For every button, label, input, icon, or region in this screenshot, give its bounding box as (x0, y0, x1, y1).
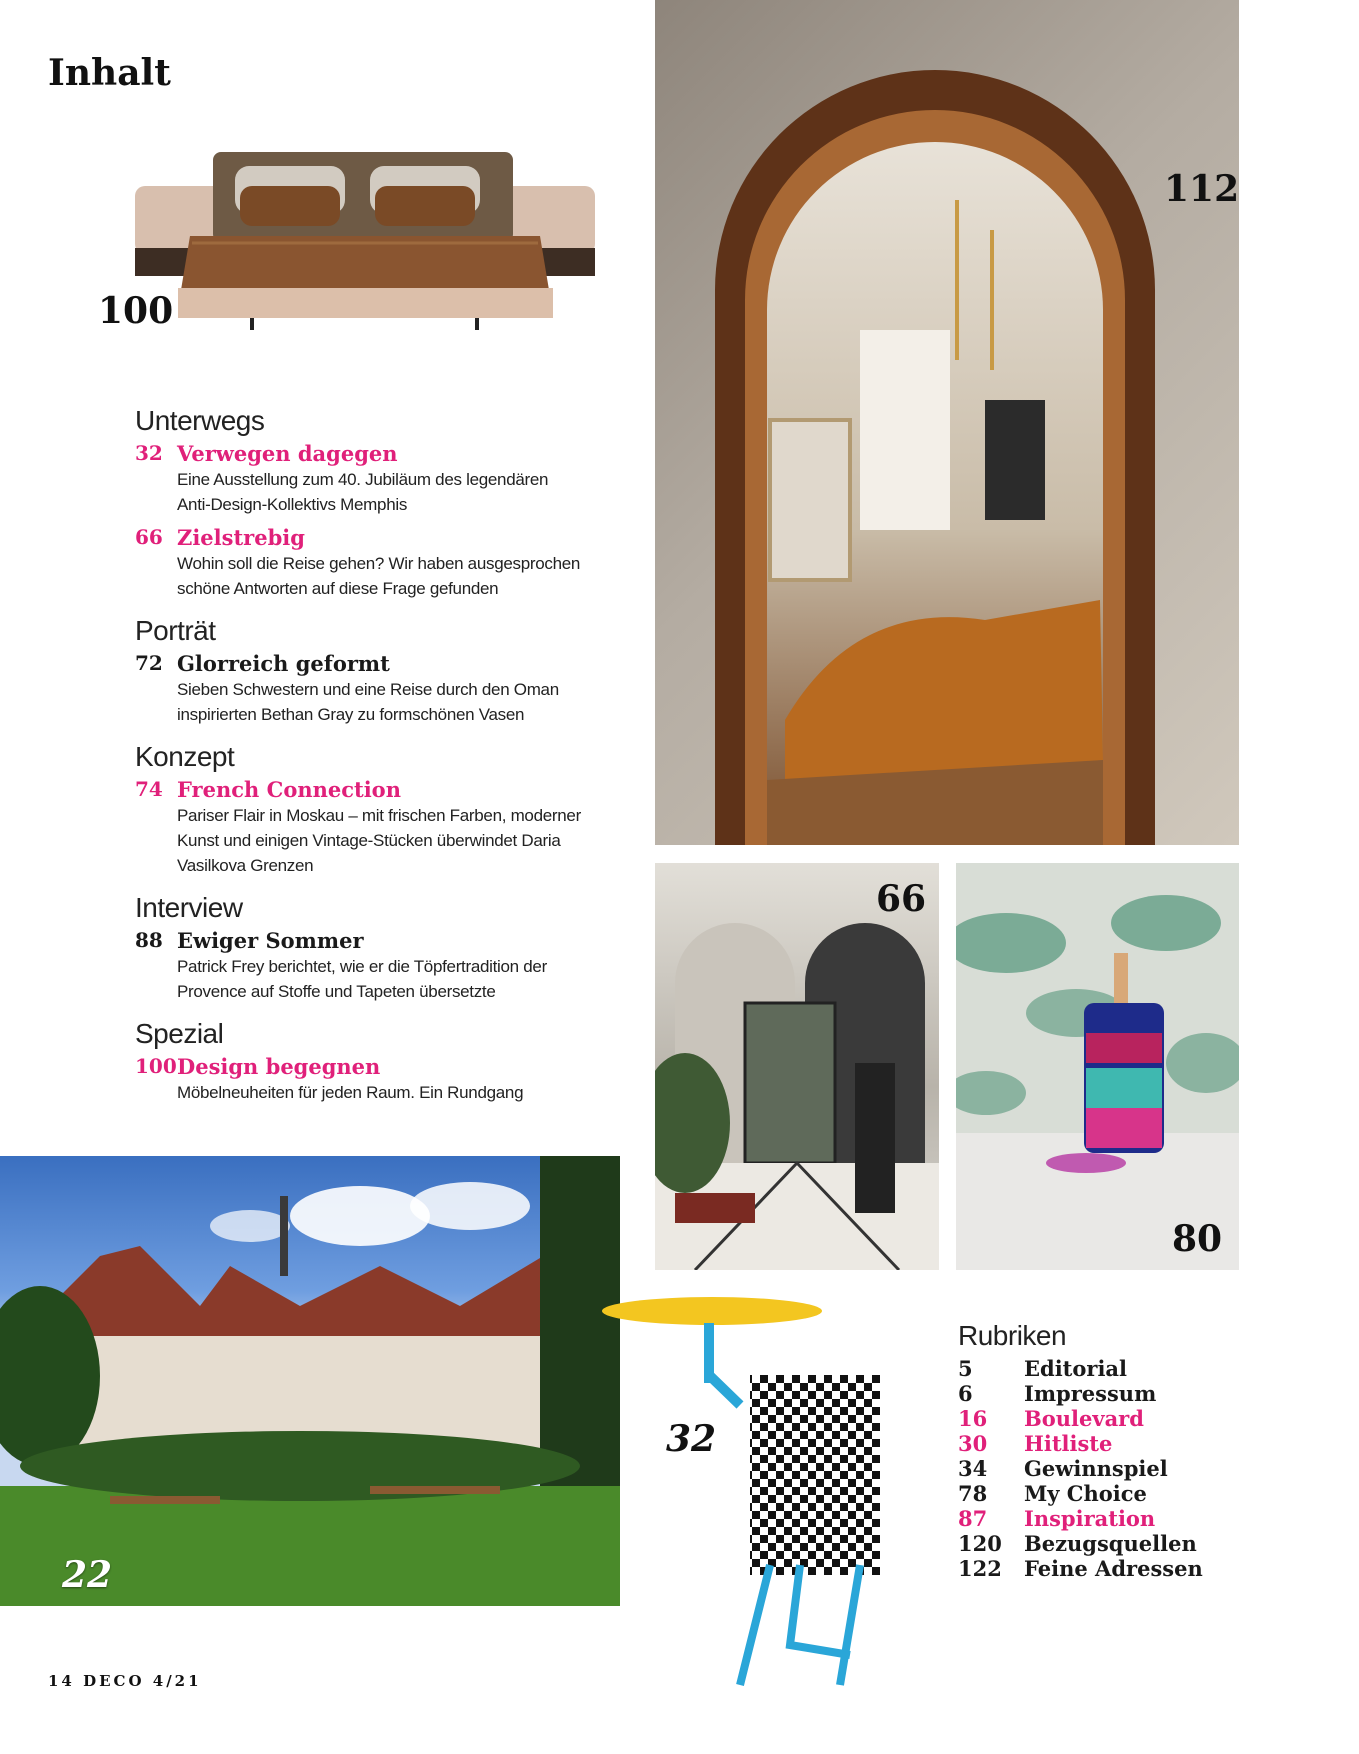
toc-entry-body (177, 1054, 635, 1105)
toc-section-title: Konzept (135, 741, 235, 772)
rubriken-item-page: 5 (958, 1356, 973, 1381)
garden-page-label: 22 (62, 1554, 113, 1596)
toc-entry-page: 66 (135, 525, 163, 549)
rubriken-item[interactable] (958, 1481, 1238, 1506)
rubriken-item-page: 16 (958, 1406, 988, 1431)
arch-mirror-photo (655, 0, 1239, 845)
toc-section-title: Porträt (135, 615, 216, 646)
toc-section (135, 741, 635, 878)
toc-entry-body (177, 525, 635, 601)
rubriken-item-label: My Choice (1024, 1481, 1147, 1506)
toc-entry-title: Verwegen dagegen (177, 441, 398, 466)
rubriken-item-label: Gewinnspiel (1024, 1456, 1168, 1481)
toc-entry-page: 88 (135, 928, 163, 952)
side-table-image (600, 1295, 940, 1695)
toc-entry-description: Patrick Frey berichtet, wie er die Töpfertradition der (177, 957, 547, 976)
toc-entry-page: 32 (135, 441, 163, 465)
rubriken-title: Rubriken (958, 1320, 1067, 1351)
rubriken-item-page: 34 (958, 1456, 988, 1481)
rubriken-item-page: 122 (958, 1556, 1002, 1581)
rubriken-item-label: Inspiration (1024, 1506, 1156, 1531)
toc-entry-description: Wohin soll die Reise gehen? Wir haben ausgesprochen (177, 554, 581, 573)
popsicle-page-label: 80 (1172, 1218, 1223, 1260)
bed-image (130, 148, 600, 348)
toc-entry[interactable] (135, 1054, 635, 1105)
toc-entry-description: Kunst und einigen Vintage-Stücken überwindet Daria (177, 831, 561, 850)
toc-entry[interactable] (135, 777, 635, 878)
toc-entry-body (177, 777, 635, 878)
toc-entry-title: Glorreich geformt (177, 651, 390, 676)
rubriken-item[interactable] (958, 1356, 1238, 1381)
toc-entry-body (177, 441, 635, 517)
rubriken-item-label: Boulevard (1024, 1406, 1144, 1431)
garden-photo (0, 1156, 620, 1606)
toc-entry-description: Provence auf Stoffe und Tapeten übersetzte (177, 982, 496, 1001)
table-of-contents (135, 405, 635, 1119)
popsicle-photo (956, 863, 1239, 1270)
rubriken-item-page: 87 (958, 1506, 988, 1531)
toc-entry-body (177, 928, 635, 1004)
toc-entry-page: 72 (135, 651, 163, 675)
toc-section-title: Interview (135, 892, 243, 923)
toc-entry-page: 100 (135, 1054, 177, 1078)
toc-entry[interactable] (135, 525, 635, 601)
toc-entry-title: French Connection (177, 777, 401, 802)
rubriken-item-label: Hitliste (1024, 1431, 1113, 1456)
toc-entry-description: inspirierten Bethan Gray zu formschönen Vasen (177, 705, 525, 724)
rubriken-item-label: Bezugsquellen (1024, 1531, 1197, 1556)
rubriken-item[interactable] (958, 1556, 1238, 1581)
toc-entry-description: schöne Antworten auf diese Frage gefunden (177, 579, 499, 598)
toc-section (135, 405, 635, 601)
rubriken-item-page: 78 (958, 1481, 988, 1506)
rubriken-item[interactable] (958, 1406, 1238, 1431)
arch-mirror-page-label: 112 (1164, 168, 1240, 210)
toc-entry[interactable] (135, 651, 635, 727)
rubriken-item-page: 30 (958, 1431, 988, 1456)
rubriken-item-page: 6 (958, 1381, 973, 1406)
rubriken-item-label: Feine Adressen (1024, 1556, 1203, 1581)
toc-entry[interactable] (135, 441, 635, 517)
rubriken-item-label: Impressum (1024, 1381, 1157, 1406)
rubriken-section (958, 1320, 1238, 1581)
rubriken-item[interactable] (958, 1506, 1238, 1531)
toc-entry-title: Zielstrebig (177, 525, 305, 550)
toc-section (135, 892, 635, 1004)
toc-entry-description: Eine Ausstellung zum 40. Jubiläum des legendären (177, 470, 549, 489)
rubriken-item[interactable] (958, 1431, 1238, 1456)
toc-section-title: Spezial (135, 1018, 224, 1049)
rubriken-item-page: 120 (958, 1531, 1002, 1556)
toc-section (135, 1018, 635, 1105)
page-title: Inhalt (48, 52, 171, 94)
bed-page-label: 100 (98, 290, 174, 332)
rubriken-item[interactable] (958, 1456, 1238, 1481)
toc-entry-description: Anti-Design-Kollektivs Memphis (177, 495, 408, 514)
toc-entry-description: Pariser Flair in Moskau – mit frischen Farben, moderner (177, 806, 581, 825)
toc-entry-description: Sieben Schwestern und eine Reise durch den Oman (177, 680, 559, 699)
rubriken-item[interactable] (958, 1531, 1238, 1556)
toc-entry-page: 74 (135, 777, 163, 801)
toc-section (135, 615, 635, 727)
rubriken-item-label: Editorial (1024, 1356, 1128, 1381)
side-table-page-label: 32 (666, 1418, 717, 1460)
rubriken-list (958, 1356, 1238, 1581)
toc-entry[interactable] (135, 928, 635, 1004)
toc-section-title: Unterwegs (135, 405, 265, 436)
toc-entry-body (177, 651, 635, 727)
toc-entry-description: Möbelneuheiten für jeden Raum. Ein Rundgang (177, 1083, 524, 1102)
hallway-page-label: 66 (876, 878, 927, 920)
hallway-photo (655, 863, 939, 1270)
toc-entry-title: Ewiger Sommer (177, 928, 364, 953)
toc-entry-description: Vasilkova Grenzen (177, 856, 314, 875)
page-footer: 14 DECO 4/21 (48, 1672, 202, 1690)
rubriken-item[interactable] (958, 1381, 1238, 1406)
toc-entry-title: Design begegnen (177, 1054, 381, 1079)
